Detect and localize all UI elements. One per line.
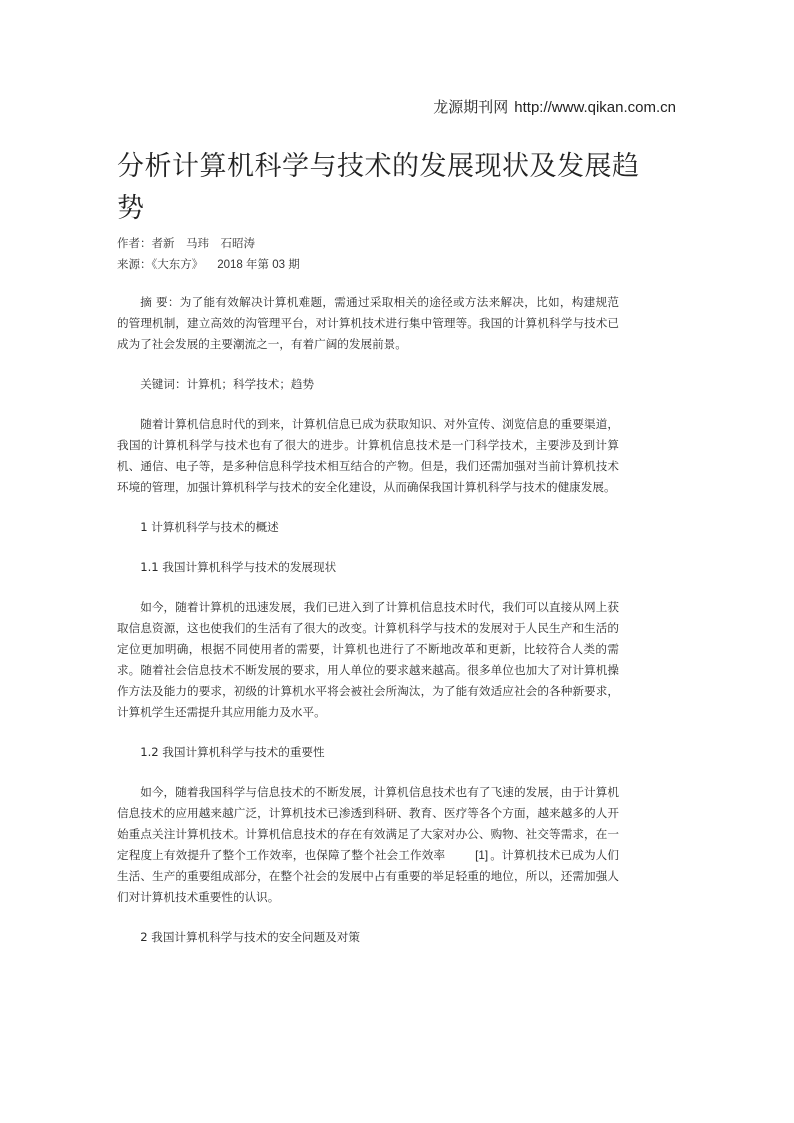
author-line	[117, 235, 255, 251]
abstract-text: 为了能有效解决计算机难题，需通过采取相关的途径或方法来解决，比如，构建规范的管理机制，建立高效的沟管理平台，对计算机技术进行集中管理等。我国的计算机科学与技术已成为了社会发展的主要潮流之一，有着广阔的发展前景。	[117, 295, 619, 351]
citation-ref[interactable]: [1]	[475, 849, 489, 862]
section-1-2-paragraph	[117, 782, 619, 908]
source-line	[117, 256, 300, 272]
site-url[interactable]: http://www.qikan.com.cn	[514, 99, 676, 116]
section-1-heading: 1 计算机科学与技术的概述	[140, 520, 279, 534]
site-name: 龙源期刊网	[433, 98, 509, 116]
source-journal: 《大东方》	[151, 257, 204, 271]
section-1-1-heading: 1.1 我国计算机科学与技术的发展现状	[140, 560, 337, 574]
source-issue: 2018 年第 03 期	[217, 259, 300, 271]
site-header	[433, 96, 676, 117]
abstract-label: 摘 要：	[140, 295, 180, 309]
section-2-heading: 2 我国计算机科学与技术的安全问题及对策	[140, 930, 360, 944]
article-title: 分析计算机科学与技术的发展现状及发展趋势	[117, 151, 640, 224]
article-body	[117, 292, 619, 948]
section-1-2-heading: 1.2 我国计算机科学与技术的重要性	[140, 745, 325, 759]
intro-paragraph: 随着计算机信息时代的到来，计算机信息已成为获取知识、对外宣传、浏览信息的重要渠道，我国的计算机科学与技术也有了很大的进步。计算机信息技术是一门科学技术，主要涉及到计算机、通信、电子等，是多种信息科学技术相互结合的产物。但是，我们还需加强对当前计算机技术环境的管理，加强计算机科学与技术的安全化建设，从而确保我国计算机科学与技术的健康发展。	[117, 417, 619, 494]
keywords-label: 关键词：	[140, 377, 187, 391]
section-1-2-text-a: 如今，随着我国科学与信息技术的不断发展，计算机信息技术也有了飞速的发展，由于计算机信息技术的应用越来越广泛，计算机技术已渗透到科研、教育、医疗等各个方面，越来越多的人开始重点关注计算机技术。计算机信息技术的存在有效满足了大家对办公、购物、社交等需求，在一定程度上有效提升了整个工作效率，也保障了整个社会工作效率	[117, 785, 619, 862]
author-label: 作者：	[117, 236, 152, 250]
source-label: 来源：	[117, 257, 152, 271]
keywords	[117, 374, 619, 395]
section-1-2-text-b: 。计算机技术已成为人们生活、生产的重要组成部分，在整个社会的发展中占有重要的举足轻重的地位，所以，还需加强人们对计算机技术重要性的认识。	[117, 848, 619, 904]
abstract	[117, 292, 619, 355]
keywords-text: 计算机；科学技术；趋势	[186, 377, 315, 391]
section-1-1-paragraph: 如今，随着计算机的迅速发展，我们已进入到了计算机信息技术时代，我们可以直接从网上获取信息资源，这也使我们的生活有了很大的改变。计算机科学与技术的发展对于人民生产和生活的定位更加明确，根据不同使用者的需要，计算机也进行了不断地改革和更新，比较符合人类的需求。随着社会信息技术不断发展的要求，用人单位的要求越来越高。很多单位也加大了对计算机操作方法及能力的要求，初级的计算机水平将会被社会所淘汰，为了能有效适应社会的各种新要求，计算机学生还需提升其应用能力及水平。	[117, 600, 619, 719]
author-names: 者新 马玮 石昭涛	[151, 236, 255, 250]
